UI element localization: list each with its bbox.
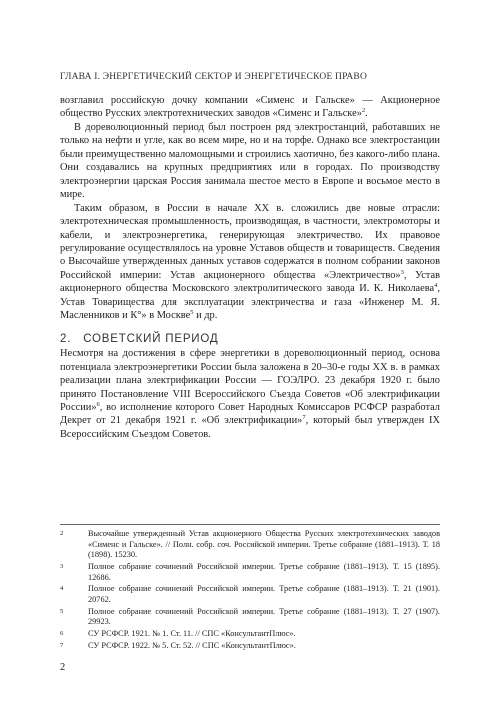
section-number: 2.	[60, 332, 72, 345]
footnote-ref-2[interactable]: 2	[361, 107, 366, 115]
footnote-ref-4[interactable]: 4	[434, 282, 438, 290]
footnote-7: 7 СУ РСФСР. 1922. № 5. Ст. 52. // СПС «КонсультантПлюс».	[60, 640, 296, 650]
section-title: СОВЕТСКИЙ ПЕРИОД	[83, 332, 219, 345]
footnote-ref-7[interactable]: 7	[302, 414, 306, 422]
paragraph-2: В дореволюционный период был построен ряд электростанций, работавших не только на нефти и угле, как во всем мире, но и на торфе. Однако все электростанции были преимущественно маломощными и строились хаотично, без какого-либо плана. Они создавались на крупных предприятиях или в городах. По производству электроэнергии царская Россия занимала шестое место в Европе и восьмое место в мире.	[60, 121, 440, 201]
page-number: 2	[60, 662, 66, 673]
paragraph-1: возглавил российскую дочку компании «Сименс и Гальске» — Акционерное общество Русских электротехнических заводов «Сименс и Гальске»$^2$.	[60, 95, 440, 120]
footnote-3: 3 Полное собрание сочинений Российской империи. Третье собрание (1881–1913). Т. 15 (1895). 12686.	[60, 561, 440, 582]
section-heading	[60, 333, 440, 346]
section-paragraph: Несмотря на достижения в сфере энергетики в дореволюционный период, основа потенциала электроэнергетики России была заложена в 20–30-е годы XX в. в рамках реализации плана электрификации России — ГОЭЛРО. 23 декабря 1920 г. было принято Постановление VIII Всероссийского Съезда Советов «Об электрификации России»$^6$, во исполнение которого Совет Народных Комиссаров РСФСР разработал Декрет от 21 декабря 1921 г. «Об электрификации»$^7$, который был утвержден IX Всероссийским Съездом Советов.	[60, 348, 440, 440]
footnote-6: 6 СУ РСФСР. 1921. № 1. Ст. 11. // СПС «КонсультантПлюс».	[60, 629, 296, 639]
body-text	[60, 94, 440, 441]
footnote-2: 2 Высочайше утвержденный Устав акционерного Общества Русских электротехнических заводов «Сименс и Гальске». // Полн. собр. соч. Российской империи. Третье собрание (1881–1913). Т. 18 (1898). 15230.	[60, 529, 440, 560]
footnotes	[60, 524, 440, 653]
footnote-ref-6[interactable]: 6	[96, 400, 100, 408]
footnote-4: 4 Полное собрание сочинений Российской империи. Третье собрание (1881–1913). Т. 21 (1901). 20762.	[60, 584, 440, 604]
footnote-ref-3[interactable]: 3	[400, 268, 404, 276]
running-head: ГЛАВА I. ЭНЕРГЕТИЧЕСКИЙ СЕКТОР И ЭНЕРГЕТИЧЕСКОЕ ПРАВО	[60, 72, 368, 82]
footnote-ref-5[interactable]: 5	[190, 309, 194, 317]
paragraph-3: Таким образом, в России в начале XX в. сложились две новые отрасли: электротехническая промышленность, производящая, в частности, электромоторы и кабели, и электроэнергетика, генерирующая электричество. Их правовое регулирование осуществлялось на уровне Уставов обществ и товариществ. Сведения о Высочайше утвержденных данных уставов содержатся в полном собрании законов Российской империи: Устав акционерного общества «Электричество»$^3$, Устав акционерного общества Московского электролитического завода И. К. Николаева$^4$, Устав Товарищества для эксплуатации электричества и газа «Инженер М. Я. Масленников и К°» в Москве$^5$ и др.	[60, 202, 440, 322]
footnote-5: 5 Полное собрание сочинений Российской империи. Третье собрание (1881–1913). Т. 27 (1907). 29923.	[60, 606, 440, 627]
